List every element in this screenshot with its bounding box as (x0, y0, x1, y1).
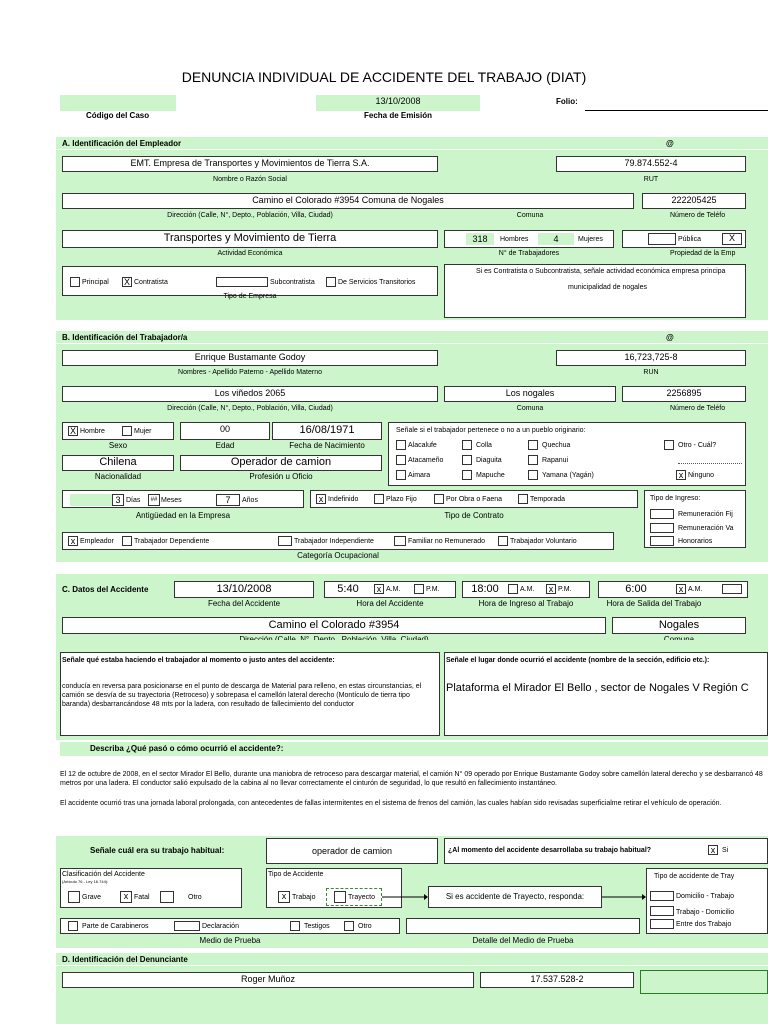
trabajador-telefono-field[interactable]: 2256895 (622, 386, 746, 402)
empleador-direccion-field[interactable]: Camino el Colorado #3954 Comuna de Nogales (62, 193, 634, 209)
fatal-checkbox[interactable]: x (120, 891, 132, 903)
si-checkbox[interactable]: x (708, 845, 718, 855)
contratista-checkbox[interactable]: X (123, 277, 130, 287)
contratista-note-value: municipalidad de nogales (568, 284, 647, 291)
anos-field[interactable]: 7 (216, 494, 240, 506)
accidente-fecha-field[interactable]: 13/10/2008 (174, 581, 314, 598)
entre-trabajos-label: Entre dos Trabajo (676, 921, 732, 928)
pueblo-alacalufe: Alacalufe (408, 442, 437, 449)
nacionalidad-label: Nacionalidad (94, 472, 142, 481)
hombres-count[interactable]: 318 (466, 233, 494, 245)
am-label: A.M. (386, 586, 401, 593)
denunciante-firma-field[interactable] (640, 970, 768, 994)
section-d-heading: D. Identificación del Denunciante (62, 955, 188, 964)
hora-salida-label: Hora de Salida del Trabajo (606, 599, 702, 608)
anos-label: Años (242, 497, 258, 504)
hora-salida-value[interactable]: 6:00 (625, 583, 647, 595)
tipo-accidente-label: Tipo de Accidente (268, 871, 324, 878)
pueblo-label: Señale si el trabajador pertenece o no a un pueblo originario: (396, 427, 586, 434)
trabajo-domicilio-checkbox[interactable] (650, 906, 674, 916)
antiguedad-label: Antigüedad en la Empresa (135, 511, 231, 520)
familiar-checkbox[interactable] (394, 536, 406, 546)
folio-field[interactable] (585, 110, 768, 111)
subcontratista-label: Subcontratista (270, 279, 315, 286)
razon-social-field[interactable]: EMT. Empresa de Transportes y Movimientos de Tierra S.A. (62, 156, 438, 172)
honorarios-label: Honorarios (678, 538, 713, 545)
ninguno-checkbox[interactable]: x (676, 470, 686, 480)
detalle-medio-field[interactable] (406, 918, 640, 934)
remuneracion-fija-label: Remuneración Fij (678, 511, 733, 518)
codigo-caso-field[interactable] (60, 95, 176, 111)
trayecto-checkbox[interactable] (334, 891, 346, 903)
si-label: Si (722, 847, 729, 854)
medio-otro-checkbox[interactable] (344, 921, 354, 931)
profesion-value: Operador de camion (230, 456, 332, 468)
clasif-otro-label: Otro (188, 894, 202, 901)
pueblo-checkbox[interactable] (396, 470, 406, 480)
temporada-label: Temporada (530, 496, 566, 503)
hombre-label: Hombre (80, 428, 105, 435)
habitual-field[interactable]: operador de camion (266, 838, 438, 864)
describa-text-1: El 12 de octubre de 2008, en el sector Mirador El Bello, durante una maniobra de retroceso para descargar material, el camión N° 09 operado por Enrique Bustamante Godoy sobre camellón lateral derecho y se desbarrancó 48 metros por una ladera. El conductor salió expulsado de la cabina al no llevar correctamente el cinturón de seguridad, lo que resultó en fallecimiento instantáneo. (60, 771, 763, 787)
pueblo-diaguita: Diaguita (476, 457, 502, 464)
sexo-label: Sexo (108, 441, 128, 450)
actividad-field[interactable]: Transportes y Movimiento de Tierra (62, 230, 438, 248)
lugar-text: Plataforma el Mirador El Bello , sector de Nogales V Región C (446, 682, 749, 694)
clasificacion-sub: (Artículo 76 - Ley 16.744): (62, 879, 109, 884)
ingreso-pm-label: P.M. (558, 586, 572, 593)
medio-prueba-label: Medio de Prueba (199, 936, 261, 945)
momento-label: ¿Al momento del accidente desarrollaba su trabajo habitual? (448, 847, 652, 854)
edad-field[interactable]: 00 (180, 422, 270, 440)
dias-shade (70, 494, 114, 506)
pueblo-checkbox[interactable] (462, 455, 472, 465)
independiente-checkbox[interactable] (278, 536, 292, 546)
tipo-empresa-label: Tipo de Empresa (223, 293, 277, 300)
clasif-otro-checkbox[interactable] (160, 891, 174, 903)
denunciante-rut-field[interactable]: 17.537.528-2 (480, 972, 634, 988)
transitorios-checkbox[interactable] (326, 277, 336, 287)
obra-faena-label: Por Obra o Faena (446, 496, 503, 503)
accidente-fecha-label: Fecha del Accidente (207, 599, 281, 608)
domicilio-trabajo-checkbox[interactable] (650, 891, 674, 901)
clasificacion-label: Clasificación del Accidente (62, 871, 145, 878)
otro-cual-checkbox[interactable] (664, 440, 674, 450)
trabajo-domicilio-label: Trabajo - Domicilio (676, 909, 735, 916)
salida-am-checkbox[interactable]: x (676, 584, 686, 594)
empleador-rut-field[interactable]: 79.874.552-4 (556, 156, 746, 172)
tipo-trayecto-label: Tipo de accidente de Tray (654, 873, 735, 880)
publica-checkbox[interactable] (648, 233, 676, 245)
pueblo-colla: Colla (476, 442, 492, 449)
carabineros-label: Parte de Carabineros (82, 923, 149, 930)
testigos-label: Testigos (304, 923, 330, 930)
pueblo-checkbox[interactable] (528, 470, 538, 480)
pueblo-mapuche: Mapuche (476, 472, 505, 479)
hora-ingreso-value[interactable]: 18:00 (471, 583, 499, 595)
mujer-label: Mujer (134, 428, 152, 435)
pm-label: P.M. (426, 586, 440, 593)
trabajador-run-label: RUN (643, 369, 659, 376)
trabajador-telefono-label: Número de Teléfo (670, 405, 726, 412)
haciendo-text: conducía en reversa para posicionarse en el punto de descarga de Material para relleno, en estas circunstancias, el camión se desvía de su trayectoria (Retroceso) y sobrepasa el camellón lateral derecho (Montículo de tierra tipo baranda) desbarrancándose 48 mts por la ladera, con resultado de fallecimiento del conductor (62, 683, 422, 708)
section-c-heading: C. Datos del Accidente (62, 585, 149, 594)
profesion-label: Profesión u Oficio (249, 472, 313, 481)
mujeres-count[interactable]: 4 (538, 233, 574, 245)
plazo-fijo-label: Plazo Fijo (386, 496, 417, 503)
dias-label: Días (126, 497, 141, 504)
temporada-checkbox[interactable] (518, 494, 528, 504)
lugar-label: Señale el lugar donde ocurrió el accidente (nombre de la sección, edificio etc.): (446, 657, 710, 664)
dias-field[interactable]: 3 (112, 494, 124, 506)
accidente-comuna-field[interactable]: Nogales (612, 617, 746, 634)
meses-field[interactable]: ## (148, 494, 160, 506)
hora-accidente-label: Hora del Accidente (356, 599, 424, 608)
pueblo-atacameno: Atacameño (408, 457, 444, 464)
trabajador-comuna-field[interactable]: Los nogales (444, 386, 616, 402)
independiente-label: Trabajador Independiente (294, 538, 374, 545)
trabajador-comuna-label: Comuna (516, 405, 544, 412)
nacimiento-field[interactable]: 16/08/1971 (272, 422, 382, 440)
subcontratista-checkbox[interactable] (216, 277, 268, 287)
describa-text-2: El accidente ocurrió tras una jornada laboral prolongada, con antecedentes de fallas intermitentes en el sistema de frenos del camión, las cuales habían sido revisadas superficialme retirar el vehículo de operación. (60, 800, 722, 807)
am-checkbox[interactable]: x (374, 584, 384, 594)
tipo-contrato-label: Tipo de Contrato (444, 511, 504, 520)
trabajo-label: Trabajo (292, 894, 316, 901)
domicilio-trabajo-label: Domicilio - Trabajo (676, 893, 734, 900)
remuneracion-fija-checkbox[interactable] (650, 509, 674, 519)
folio-label: Folio: (556, 97, 578, 106)
codigo-caso-label: Código del Caso (86, 111, 150, 120)
habitual-label: Señale cuál era su trabajo habitual: (90, 846, 225, 855)
document-title: DENUNCIA INDIVIDUAL DE ACCIDENTE DEL TRABAJO (DIAT) (181, 69, 587, 85)
accidente-direccion-field[interactable]: Camino el Colorado #3954 (62, 617, 606, 634)
voluntario-checkbox[interactable] (498, 536, 508, 546)
publica-label: Pública (678, 236, 701, 243)
categoria-label: Categoría Ocupacional (297, 551, 379, 560)
nacionalidad-value: Chilena (99, 456, 137, 468)
honorarios-checkbox[interactable] (650, 536, 674, 546)
hora-ingreso-label: Hora de Ingreso al Trabajo (478, 599, 574, 608)
contratista-note-label: Si es Contratista o Subcontratista, señale actividad económica empresa principa (476, 268, 726, 275)
trabajador-direccion-label: Dirección (Calle, N°, Depto., Población, Villa, Ciudad) (167, 405, 333, 412)
denunciante-nombre-field[interactable]: Roger Muñoz (62, 972, 474, 988)
trabajador-direccion-field[interactable]: Los viñedos 2065 (62, 386, 438, 402)
fatal-label: Fatal (134, 894, 150, 901)
transitorios-label: De Servicios Transitorios (338, 279, 416, 286)
medio-otro-label: Otro (358, 923, 372, 930)
grave-label: Grave (82, 894, 102, 901)
pueblo-aimara: Aimara (408, 472, 431, 479)
otro-cual-field[interactable] (678, 463, 742, 464)
declaracion-label: Declaración (202, 923, 239, 930)
propiedad-label: Propiedad de la Emp (670, 250, 736, 257)
grave-checkbox[interactable] (68, 891, 80, 903)
mujer-checkbox[interactable] (122, 426, 132, 436)
trabajadores-label: N° de Trabajadores (498, 250, 560, 257)
at-symbol: @ (666, 333, 674, 342)
declaracion-checkbox[interactable] (174, 921, 200, 931)
voluntario-label: Trabajador Voluntario (510, 538, 577, 545)
hombre-checkbox[interactable]: X (69, 426, 76, 436)
empleador-label: Empleador (80, 538, 114, 545)
pueblo-rapanui: Rapanui (542, 457, 569, 464)
ingreso-am-checkbox[interactable] (508, 584, 518, 594)
otro-cual-label: Otro - Cuál? (678, 442, 717, 449)
razon-social-label: Nombre o Razón Social (213, 176, 287, 183)
remuneracion-variable-label: Remuneración Va (678, 525, 734, 532)
edad-label: Edad (215, 441, 235, 450)
pueblo-checkbox[interactable] (396, 455, 406, 465)
principal-checkbox[interactable] (70, 277, 80, 287)
tipo-ingreso-label: Tipo de Ingreso: (650, 495, 701, 502)
salida-pm-checkbox[interactable] (722, 584, 742, 594)
dependiente-checkbox[interactable] (122, 536, 132, 546)
remuneracion-variable-checkbox[interactable] (650, 523, 674, 533)
hora-accidente-value[interactable]: 5:40 (337, 583, 359, 595)
empleador-telefono-label: Número de Teléfo (670, 212, 726, 219)
salida-am-label: A.M. (688, 586, 703, 593)
pueblo-checkbox[interactable] (528, 440, 538, 450)
empleador-checkbox[interactable]: x (68, 536, 78, 546)
entre-trabajos-checkbox[interactable] (650, 919, 674, 929)
mujeres-label: Mujeres (578, 236, 603, 243)
describa-label: Describa ¿Qué pasó o cómo ocurrió el accidente?: (90, 744, 284, 753)
empleador-direccion-label: Dirección (Calle, N°, Depto., Población, Villa, Ciudad) (167, 212, 333, 219)
indefinido-label: Indefinido (328, 496, 359, 503)
pueblo-quechua: Quechua (542, 442, 571, 449)
section-b-heading: B. Identificación del Trabajador/a (62, 333, 188, 342)
dependiente-label: Trabajador Dependiente (134, 538, 210, 545)
trayecto-label: Trayecto (348, 894, 375, 901)
testigos-checkbox[interactable] (290, 921, 300, 931)
trabajador-nombre-field[interactable]: Enrique Bustamante Godoy (62, 350, 438, 366)
trabajador-run-field[interactable]: 16,723,725-8 (556, 350, 746, 366)
trabajador-nombre-label: Nombres - Apellido Paterno - Apellido Materno (178, 369, 322, 376)
plazo-fijo-checkbox[interactable] (374, 494, 384, 504)
ingreso-pm-checkbox[interactable]: x (546, 584, 556, 594)
at-symbol: @ (666, 139, 674, 148)
empleador-comuna-label: Comuna (516, 212, 544, 219)
pueblo-checkbox[interactable] (396, 440, 406, 450)
hombres-label: Hombres (500, 236, 529, 243)
ninguno-label: Ninguno (688, 472, 715, 479)
fecha-emision-label: Fecha de Emisión (363, 111, 433, 120)
privada-checkbox[interactable]: X (722, 233, 742, 245)
principal-label: Principal (82, 279, 109, 286)
familiar-label: Familiar no Remunerado (408, 538, 486, 545)
haciendo-label: Señale qué estaba haciendo el trabajador al momento o justo antes del accidente: (62, 657, 335, 664)
contratista-label: Contratista (134, 279, 168, 286)
pueblo-checkbox[interactable] (528, 455, 538, 465)
obra-faena-checkbox[interactable] (434, 494, 444, 504)
empleador-telefono-field[interactable]: 222205425 (642, 193, 746, 209)
pueblo-checkbox[interactable] (462, 470, 472, 480)
indefinido-checkbox[interactable]: x (316, 494, 326, 504)
fecha-emision-field[interactable]: 13/10/2008 (316, 95, 480, 111)
trayecto-question: Si es accidente de Trayecto, responda: (445, 892, 585, 901)
section-a-heading: A. Identificación del Empleador (62, 139, 182, 148)
empleador-rut-label: RUT (643, 176, 659, 183)
detalle-medio-label: Detalle del Medio de Prueba (472, 936, 574, 945)
pueblo-checkbox[interactable] (462, 440, 472, 450)
sexo-box (62, 422, 174, 440)
pm-checkbox[interactable] (414, 584, 424, 594)
meses-label: Meses (161, 497, 182, 504)
trabajo-checkbox[interactable]: x (278, 891, 290, 903)
pueblo-yamana: Yamana (Yagán) (542, 472, 594, 479)
carabineros-checkbox[interactable] (68, 921, 78, 931)
ingreso-am-label: A.M. (520, 586, 535, 593)
actividad-label: Actividad Económica (217, 250, 283, 257)
nacimiento-label: Fecha de Nacimiento (289, 441, 365, 450)
